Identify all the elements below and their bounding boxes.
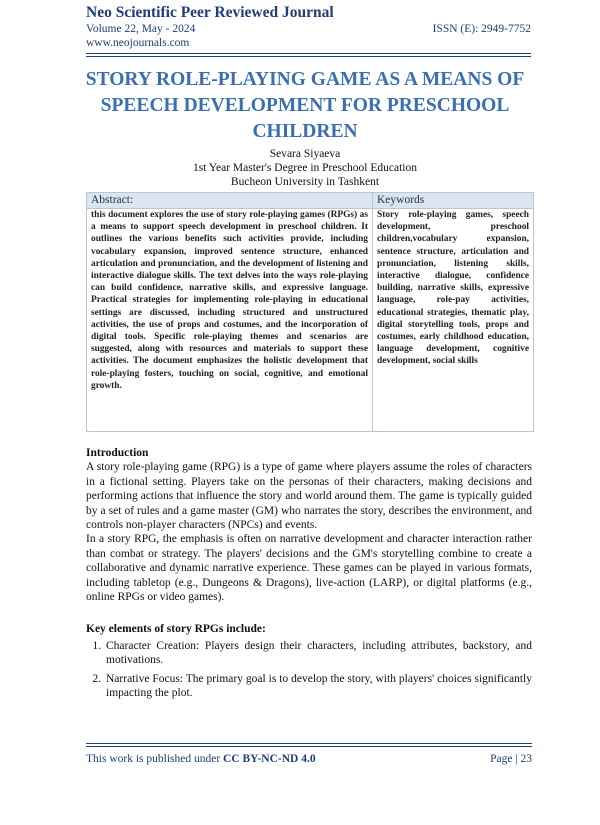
- footer-divider: [86, 743, 532, 747]
- key-elements-list: [86, 639, 532, 701]
- article-body: [86, 446, 532, 705]
- author-name: Sevara Siyaeva: [269, 148, 341, 160]
- title-block: [60, 67, 550, 189]
- license-prefix: This work is published under: [86, 753, 224, 765]
- header-divider: [86, 53, 531, 57]
- issn-info: ISSN (E): 2949-7752: [432, 23, 531, 35]
- introduction-heading: Introduction: [86, 447, 149, 459]
- keywords-text: Story role-playing games, speech development, preschool children,vocabulary expansion, sentence structure, articulation and pronunciation, listening skills, interactive dialogue, confidence building, narrative skills, expressive language, role-pay activities, educational strategies, thematic play, digital storytelling tools, props and costumes, early childhood education, language development, cognitive development, social skills: [377, 210, 529, 367]
- volume-issn-row: [86, 22, 531, 36]
- author-affiliation-degree: 1st Year Master's Degree in Preschool Education: [192, 162, 418, 174]
- footer-row: [86, 753, 532, 765]
- list-item: 2. Narrative Focus: The primary goal is to develop the story, with players' choices significantly impacting the plot.: [104, 672, 532, 701]
- abstract-label: Abstract:: [87, 193, 372, 209]
- abstract-text: this document explores the use of story role-playing games (RPGs) as a means to support speech development in preschool children. It outlines the various benefits such activities provide, including vocabulary expansion, improved sentence structure, enhanced articulation and pronunciation, and the development of listening and interactive dialogue skills. The text delves into the ways role-playing can build confidence, narrative skills, and expressive language. Practical strategies for implementing role-playing in educational settings are discussed, including structured and unstructured activities, the use of props and costumes, and the incorporation of digital tools. Specific role-playing themes and scenarios are suggested, along with resources and materials to support these activities. The document emphasizes the holistic development that role-playing fosters, touching on social, cognitive, and emotional growth.: [91, 210, 368, 391]
- keywords-box: [373, 193, 533, 431]
- list-item: 1. Character Creation: Players design their characters, including attributes, backstory, and motivations.: [104, 639, 532, 668]
- author-affiliation-university: Bucheon University in Tashkent: [230, 176, 380, 188]
- article-title: STORY ROLE-PLAYING GAME AS A MEANS OF SPEECH DEVELOPMENT FOR PRESCHOOL CHILDREN: [85, 69, 525, 142]
- keywords-label: Keywords: [373, 193, 533, 209]
- page-footer: [86, 740, 532, 765]
- journal-website[interactable]: www.neojournals.com: [86, 37, 190, 49]
- journal-header: [86, 4, 531, 57]
- abstract-keywords-table: [86, 192, 534, 432]
- introduction-paragraph-1: A story role-playing game (RPG) is a type of game where players assume the roles of characters in a fictional setting. Players take on the personas of their characters, making decisions and performing actions that influence the story and world around them. The game is typically guided by a set of rules and a game master (GM) who narrates the story, describes the environment, and controls non-player characters (NPCs) and events.: [86, 461, 532, 532]
- license-name[interactable]: CC BY-NC-ND 4.0: [223, 753, 316, 765]
- journal-name: Neo Scientific Peer Reviewed Journal: [86, 4, 334, 21]
- key-elements-heading: Key elements of story RPGs include:: [86, 623, 266, 636]
- volume-info: Volume 22, May - 2024: [86, 23, 196, 35]
- abstract-box: [87, 193, 373, 431]
- introduction-paragraph-2: In a story RPG, the emphasis is often on narrative development and character interaction rather than combat or strategy. The players' decisions and the GM's storytelling combine to create a collaborative and dynamic narrative experience. These games can be played in various formats, including tabletop (e.g., Dungeons & Dragons), live-action (LARP), or digital platforms (e.g., online RPGs or video games).: [86, 533, 532, 604]
- license-notice: [86, 753, 316, 765]
- page-number: Page | 23: [490, 753, 532, 765]
